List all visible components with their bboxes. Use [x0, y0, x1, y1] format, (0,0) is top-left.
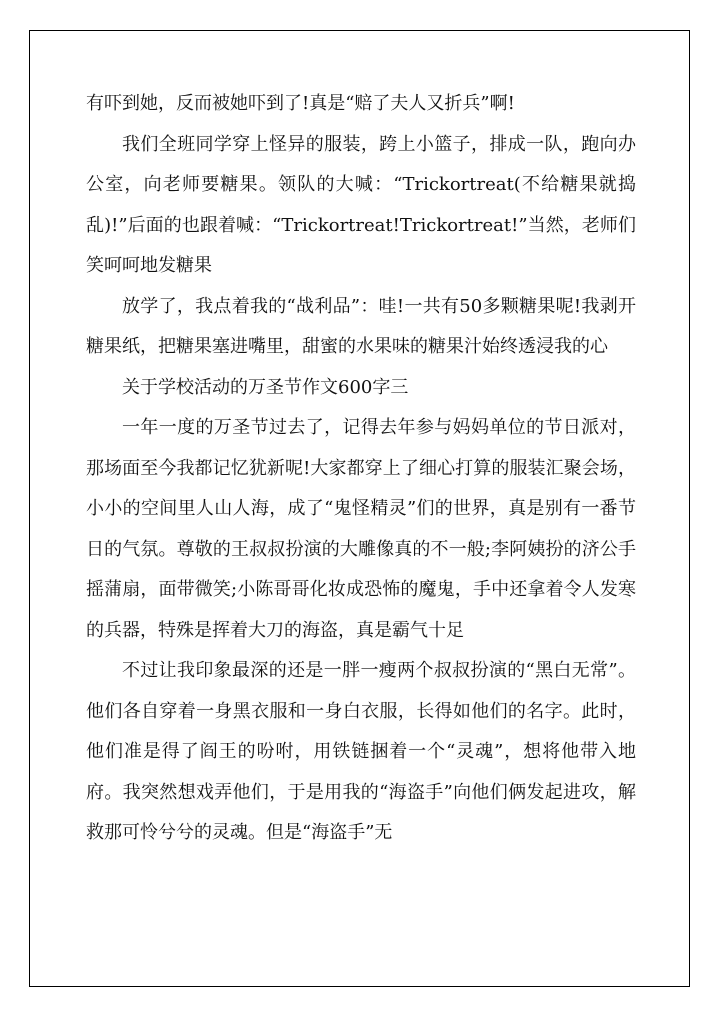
paragraph-3: 放学了，我点着我的“战利品”：哇!一共有50多颗糖果呢!我剥开糖果纸，把糖果塞进嘴里，甜蜜的水果味的糖果汁始终透浸我的心: [86, 295, 636, 357]
paragraph-1: 有吓到她，反而被她吓到了!真是“赔了夫人又折兵”啊!: [86, 93, 515, 114]
paragraph-4: 一年一度的万圣节过去了，记得去年参与妈妈单位的节日派对，那场面至今我都记忆犹新呢!大家都穿上了细心打算的服装汇聚会场，小小的空间里人山人海，成了“鬼怪精灵”们的世界，真是别有一番节日的气氛。尊敬的王叔叔扮演的大雕像真的不一般;李阿姨扮的济公手摇蒲扇，面带微笑;小陈哥哥化妆成恐怖的魔鬼，手中还拿着令人发寒的兵器，特殊是挥着大刀的海盗，真是霸气十足: [86, 417, 636, 641]
paragraph-5: 不过让我印象最深的还是一胖一瘦两个叔叔扮演的“黑白无常”。他们各自穿着一身黑衣服和一身白衣服，长得如他们的名字。此时，他们准是得了阎王的吩咐，用铁链捆着一个“灵魂”，想将他带入地府。我突然想戏弄他们，于是用我的“海盗手”向他们俩发起进攻，解救那可怜兮兮的灵魂。但是“海盗手”无: [86, 660, 636, 843]
document-body: [86, 84, 636, 854]
essay-heading: 关于学校活动的万圣节作文600字三: [122, 376, 409, 398]
paragraph-2: 我们全班同学穿上怪异的服装，跨上小篮子，排成一队，跑向办公室，向老师要糖果。领队的大喊：“Trickortreat(不给糖果就捣乱)!”后面的也跟着喊：“Trickortreat!Trickortreat!”当然，老师们笑呵呵地发糖果: [86, 133, 636, 276]
